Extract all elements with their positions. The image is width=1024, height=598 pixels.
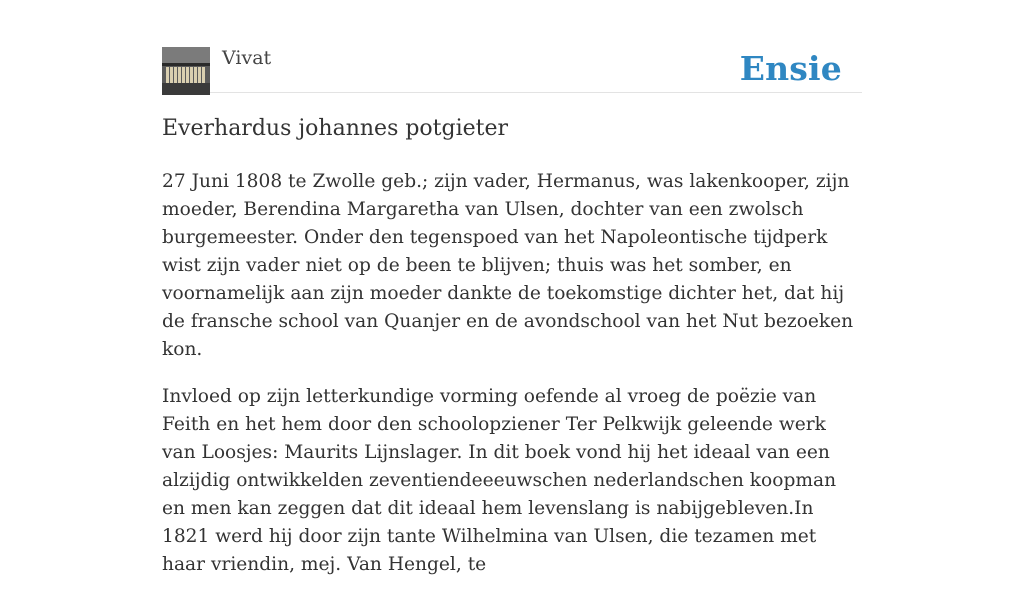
header <box>162 46 862 93</box>
bookshelf-avatar-icon <box>162 47 210 95</box>
article-title: Everhardus johannes potgieter <box>162 116 509 141</box>
source-avatar[interactable] <box>162 47 210 95</box>
article-paragraph: Invloed op zijn letterkundige vorming oefende al vroeg de poëzie van Feith en het hem door den schoolopziener Ter Pelkwijk geleende werk van Loosjes: Maurits Lijnslager. In dit boek vond hij het ideaal van een alzijdig ontwikkelden zeventiendeeeuwschen nederlandschen koopman en men kan zeggen dat dit ideaal hem levenslang is nabijgebleven.In 1821 werd hij door zijn tante Wilhelmina van Ulsen, die tezamen met haar vriendin, mej. Van Hengel, te <box>162 386 837 575</box>
article-body <box>162 168 862 598</box>
source-name[interactable]: Vivat <box>222 47 272 69</box>
article-paragraph: 27 Juni 1808 te Zwolle geb.; zijn vader, Hermanus, was lakenkooper, zijn moeder, Berendina Margaretha van Ulsen, dochter van een zwolsch burgemeester. Onder den tegenspoed van het Napoleontische tijdperk wist zijn vader niet op de been te blijven; thuis was het somber, en voornamelijk aan zijn moeder dankte de toekomstige dichter het, dat hij de fransche school van Quanjer en de avondschool van het Nut bezoeken kon. <box>162 171 854 360</box>
brand-logo[interactable]: Ensie <box>739 49 842 88</box>
